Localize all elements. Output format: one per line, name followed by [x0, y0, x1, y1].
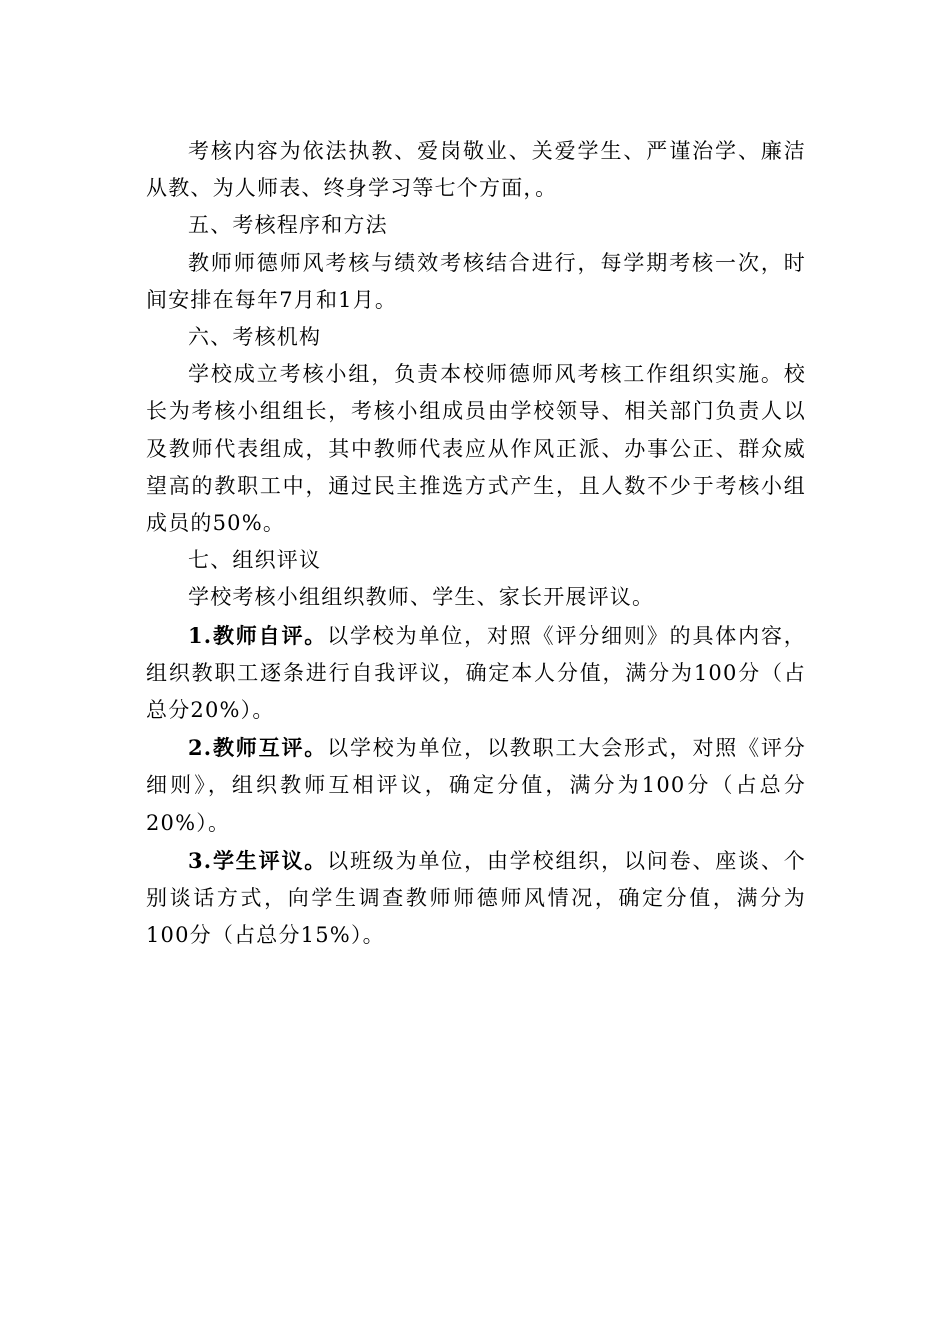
list-item-lead: 2.教师互评。: [188, 735, 328, 761]
paragraph-evaluation-intro: 学校考核小组组织教师、学生、家长开展评议。: [188, 585, 655, 610]
heading-procedure: 五、考核程序和方法: [188, 213, 388, 238]
paragraph-assessment-content: 考核内容为依法执教、爱岗敬业、关爱学生、严谨治学、廉洁从教、为人师表、终身学习等七个方面，。: [146, 139, 806, 201]
list-item-text: 以学校为单位，对照《评分细则》的具体内容，组织教职工逐条进行自我评议，确定本人分值，满分为100分（占总分20%）。: [146, 623, 806, 723]
paragraph-procedure: 教师师德师风考核与绩效考核结合进行，每学期考核一次，时间安排在每年7月和1月。: [146, 250, 806, 312]
list-item-lead: 3.学生评议。: [188, 847, 328, 873]
document-body: [146, 133, 806, 954]
list-item-student-review: [146, 842, 806, 955]
list-item-teacher-self-review: [146, 617, 806, 730]
paragraph-organization: 学校成立考核小组，负责本校师德师风考核工作组织实施。校长为考核小组组长，考核小组成员由学校领导、相关部门负责人以及教师代表组成，其中教师代表应从作风正派、办事公正、群众威望高的教职工中，通过民主推选方式产生，且人数不少于考核小组成员的50%。: [146, 362, 806, 536]
heading-organization: 六、考核机构: [188, 325, 322, 350]
list-item-text: 以班级为单位，由学校组织，以问卷、座谈、个别谈话方式，向学生调查教师师德师风情况，确定分值，满分为100分（占总分15%）。: [146, 848, 806, 948]
list-item-lead: 1.教师自评。: [188, 622, 328, 648]
list-item-teacher-peer-review: [146, 729, 806, 842]
heading-evaluation: 七、组织评议: [188, 548, 322, 573]
list-item-text: 以学校为单位，以教职工大会形式，对照《评分细则》，组织教师互相评议，确定分值，满分为100分（占总分20%）。: [146, 736, 806, 835]
